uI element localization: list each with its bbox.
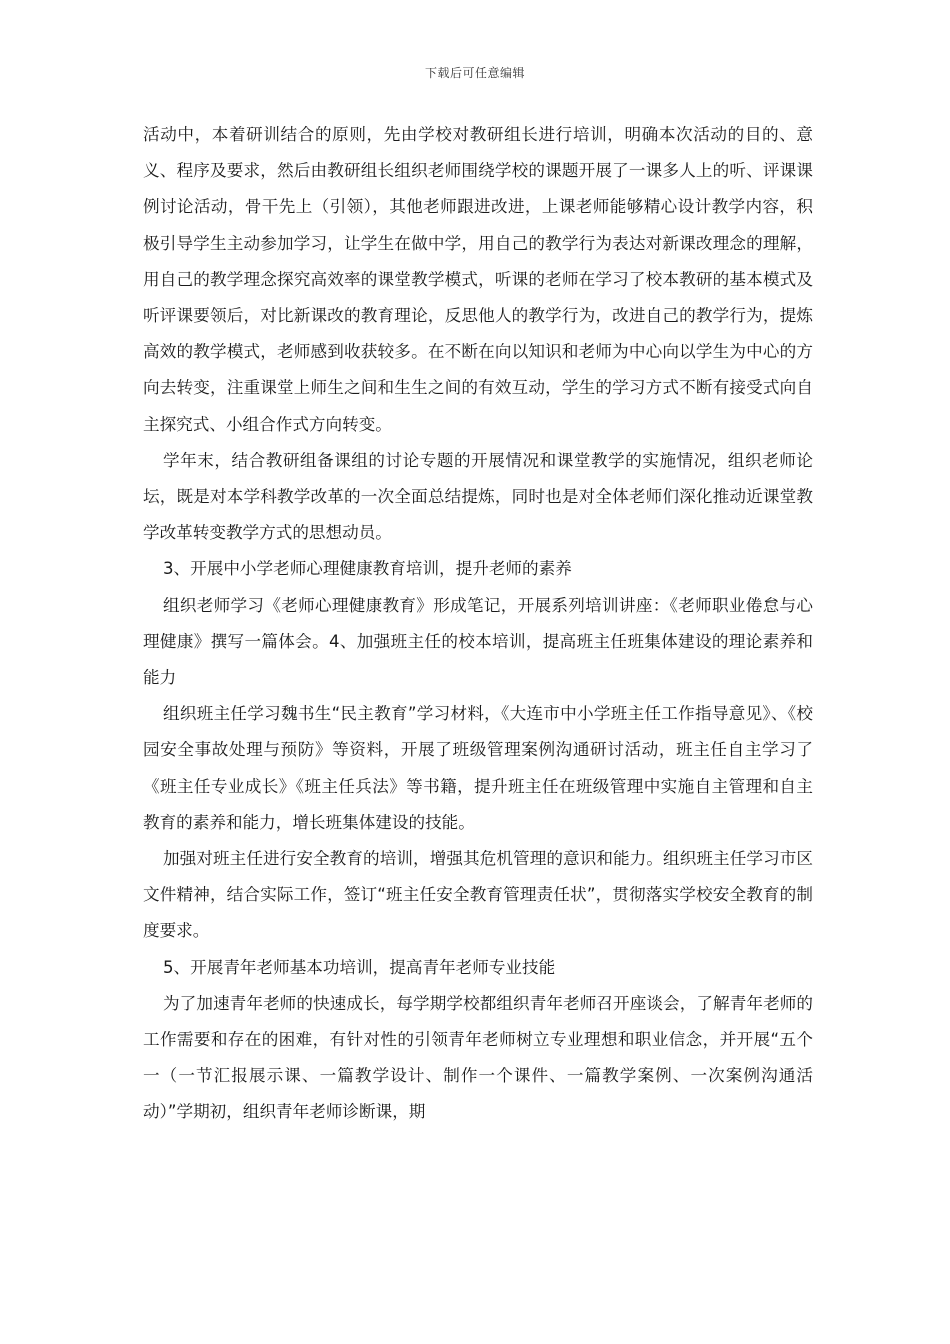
paragraph-8: 为了加速青年老师的快速成长，每学期学校都组织青年老师召开座谈会，了解青年老师的工作需要和存在的困难，有针对性的引领青年老师树立专业理想和职业信念，并开展“五个一（一节汇报展示课、一篇教学设计、制作一个课件、一篇教学案例、一次案例沟通活动）”学期初，组织青年老师诊断课，期 [143, 993, 813, 1122]
document-body [143, 117, 813, 1131]
paragraph-2: 学年末，结合教研组备课组的讨论专题的开展情况和课堂教学的实施情况，组织老师论坛，既是对本学科教学改革的一次全面总结提炼，同时也是对全体老师们深化推动近课堂教学改革转变教学方式的思想动员。 [143, 450, 813, 543]
paragraph-1: 活动中，本着研训结合的原则，先由学校对教研组长进行培训，明确本次活动的目的、意义、程序及要求，然后由教研组长组织老师围绕学校的课题开展了一课多人上的听、评课课例讨论活动，骨干先上（引领），其他老师跟进改进，上课老师能够精心设计教学内容，积极引导学生主动参加学习，让学生在做中学，用自己的教学行为表达对新课改理念的理解，用自己的教学理念探究高效率的课堂教学模式，听课的老师在学习了校本教研的基本模式及听评课要领后，对比新课改的教育理论，反思他人的教学行为，改进自己的教学行为，提炼高效的教学模式，老师感到收获较多。在不断在向以知识和老师为中心向以学生为中心的方向去转变，注重课堂上师生之间和生生之间的有效互动，学生的学习方式不断有接受式向自主探究式、小组合作式方向转变。 [143, 125, 813, 434]
section-heading-3: 3、开展中小学老师心理健康教育培训，提升老师的素养 [163, 559, 572, 579]
paragraph-4: 组织老师学习《老师心理健康教育》形成笔记，开展系列培训讲座：《老师职业倦怠与心理健康》撰写一篇体会。4、加强班主任的校本培训，提高班主任班集体建设的理论素养和能力 [143, 595, 813, 688]
paragraph-5: 组织班主任学习魏书生“民主教育”学习材料，《大连市中小学班主任工作指导意见》、《校园安全事故处理与预防》等资料，开展了班级管理案例沟通研讨活动，班主任自主学习了《班主任专业成长》《班主任兵法》等书籍，提升班主任在班级管理中实施自主管理和自主教育的素养和能力，增长班集体建设的技能。 [143, 704, 813, 832]
page-header: 下载后可任意编辑 [424, 66, 525, 80]
section-heading-5: 5、开展青年老师基本功培训，提高青年老师专业技能 [163, 957, 556, 977]
paragraph-6: 加强对班主任进行安全教育的培训，增强其危机管理的意识和能力。组织班主任学习市区文件精神，结合实际工作，签订“班主任安全教育管理责任状”，贯彻落实学校安全教育的制度要求。 [143, 849, 813, 941]
